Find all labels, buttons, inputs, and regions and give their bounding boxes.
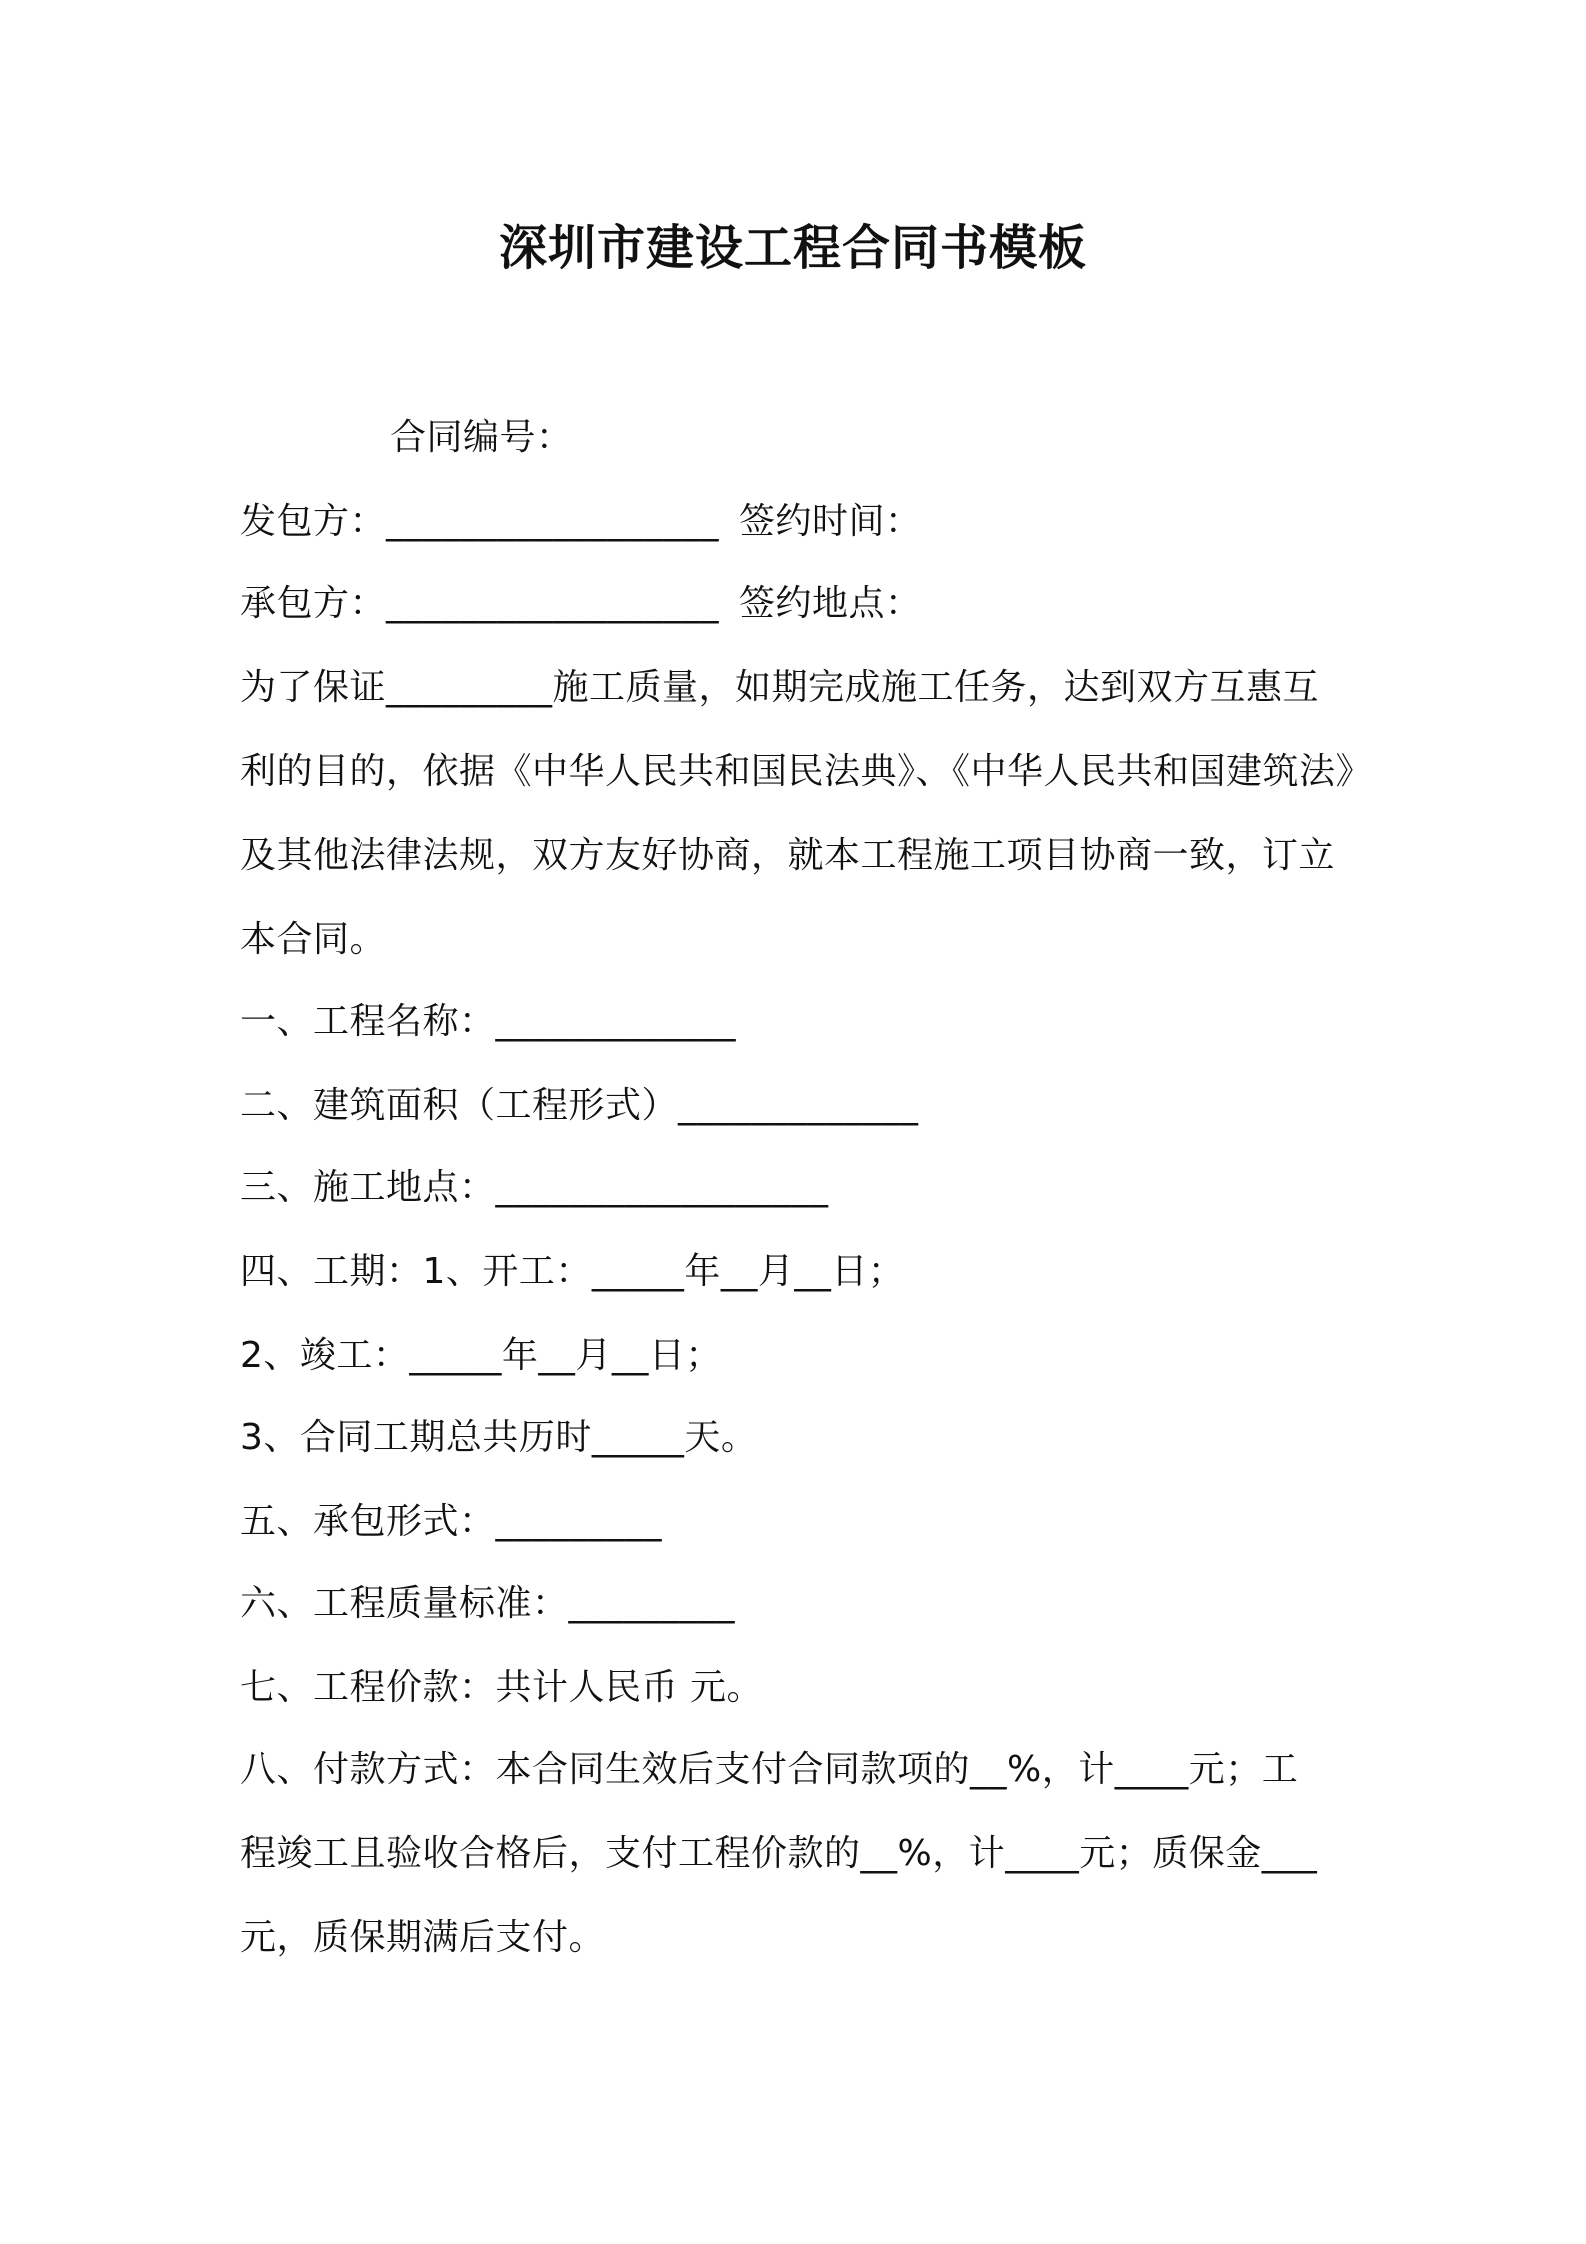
clause-contract-form: 五、承包形式：_________ bbox=[240, 1501, 663, 1542]
payment-line-2: 程竣工且验收合格后，支付工程价款的__%，计____元；质保金___ bbox=[240, 1833, 1318, 1874]
clause-total-duration: 3、合同工期总共历时_____天。 bbox=[240, 1417, 758, 1458]
preamble-line-2: 利的目的，依据《中华人民共和国民法典》、《中华人民共和国建筑法》 bbox=[240, 751, 1373, 792]
party-b-line bbox=[240, 576, 1360, 632]
sign-place-label: 签约地点： bbox=[739, 583, 922, 624]
preamble-line-4: 本合同。 bbox=[240, 919, 387, 960]
contract-number-label: 合同编号： bbox=[390, 417, 573, 458]
preamble-line-3: 及其他法律法规，双方友好协商，就本工程施工项目协商一致，订立 bbox=[240, 835, 1336, 876]
clause-building-area: 二、建筑面积（工程形式）_____________ bbox=[240, 1085, 919, 1126]
payment-line-1: 八、付款方式：本合同生效后支付合同款项的__%，计____元；工 bbox=[240, 1749, 1299, 1790]
party-a-label: 发包方：__________________ bbox=[240, 501, 720, 542]
party-a-line bbox=[240, 494, 1360, 550]
preamble-line-1: 为了保证_________施工质量，如期完成施工任务，达到双方互惠互 bbox=[240, 667, 1320, 708]
clause-quality-standard: 六、工程质量标准：_________ bbox=[240, 1583, 736, 1624]
payment-line-3: 元，质保期满后支付。 bbox=[240, 1917, 606, 1958]
clause-completion-date: 2、竣工：_____年__月__日； bbox=[240, 1335, 722, 1376]
clause-construction-site: 三、施工地点：__________________ bbox=[240, 1167, 829, 1208]
sign-time-label: 签约时间： bbox=[739, 501, 922, 542]
clause-project-price: 七、工程价款：共计人民币 元。 bbox=[240, 1667, 763, 1708]
clause-start-date: 四、工期：1、开工：_____年__月__日； bbox=[240, 1251, 905, 1292]
document-title: 深圳市建设工程合同书模板 bbox=[498, 220, 1087, 276]
party-b-label: 承包方：__________________ bbox=[240, 583, 720, 624]
clause-project-name: 一、工程名称：_____________ bbox=[240, 1001, 737, 1042]
